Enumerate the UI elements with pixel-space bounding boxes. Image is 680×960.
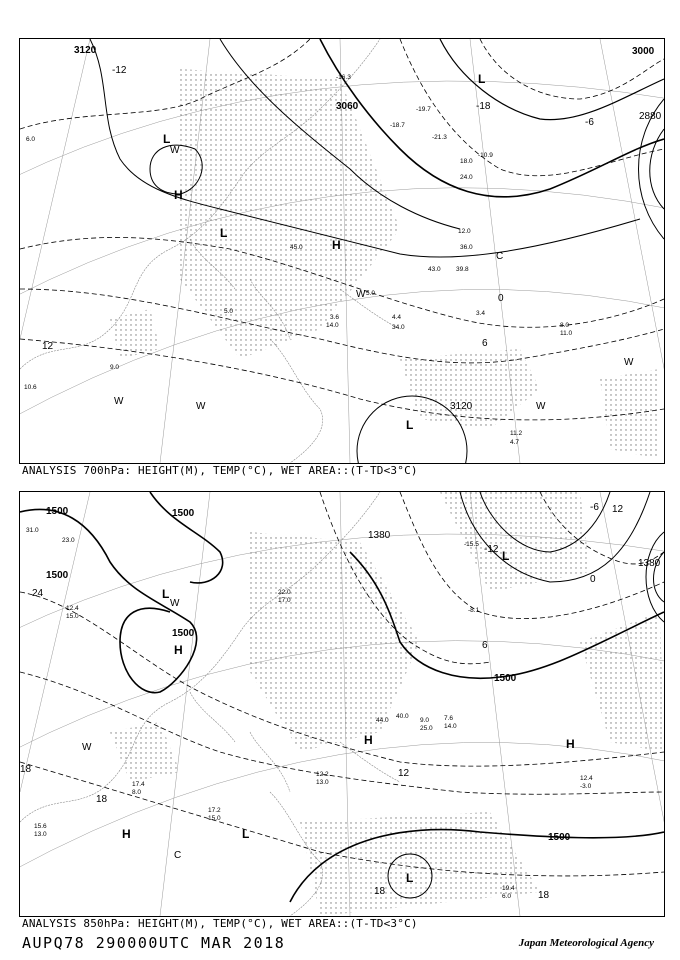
height-label: 1500 [494, 673, 517, 684]
low-center: L [502, 549, 510, 563]
warm-center: W [170, 598, 180, 609]
height-label: 1500 [172, 628, 195, 639]
high-center: H [566, 737, 575, 751]
low-center: L [162, 587, 170, 601]
station-value: -8.1 [468, 607, 480, 614]
warm-center: W [82, 742, 92, 753]
station-value: 12.4 [66, 605, 79, 612]
height-label: 1500 [172, 508, 195, 519]
cold-center: C [496, 251, 504, 262]
agency-credit: Japan Meteorological Agency [518, 937, 654, 949]
temp-label: 18 [374, 886, 386, 897]
temp-label: 6 [482, 640, 488, 651]
station-value: 8.0 [560, 322, 570, 329]
station-value: 31.0 [26, 527, 39, 534]
low-center: L [163, 132, 171, 146]
station-value: 12.4 [580, 775, 593, 782]
station-value: 4.7 [510, 439, 520, 446]
station-value: -10.9 [478, 152, 493, 159]
temp-label: 0 [590, 574, 596, 585]
station-value: 3.6 [330, 314, 340, 321]
height-label: 1500 [46, 506, 69, 517]
height-label: 2880 [639, 111, 662, 122]
station-value: -15.5 [464, 541, 479, 548]
station-value: -3.0 [580, 783, 592, 790]
station-value: -19.7 [416, 106, 431, 113]
station-value: 19.4 [502, 885, 515, 892]
station-value: 25.0 [420, 725, 433, 732]
station-value: 8.0 [132, 789, 142, 796]
station-value: 14.0 [444, 723, 457, 730]
low-center: L [220, 226, 228, 240]
station-value: 11.2 [510, 430, 523, 437]
station-value: 14.0 [326, 322, 339, 329]
temp-label: 0 [498, 293, 504, 304]
low-center: L [478, 72, 486, 86]
low-center: L [242, 827, 250, 841]
temp-label: -12 [112, 65, 127, 76]
station-value: -21.3 [432, 134, 447, 141]
station-value: 9.0 [110, 364, 120, 371]
station-value: 17.4 [132, 781, 145, 788]
station-value: 23.0 [62, 537, 75, 544]
temp-label: 18 [538, 890, 550, 901]
warm-center: W [196, 401, 206, 412]
station-value: 11.0 [560, 330, 573, 337]
height-label: 3120 [74, 45, 97, 56]
station-value: 13.0 [34, 831, 47, 838]
station-value: 6.0 [502, 893, 512, 900]
station-value: 6.0 [26, 136, 36, 143]
warm-center: W [624, 357, 634, 368]
low-center: L [406, 871, 414, 885]
high-center: H [364, 733, 373, 747]
high-center: H [174, 188, 183, 202]
warm-center: W [170, 145, 180, 156]
temp-label: 12 [398, 768, 410, 779]
height-label: 1380 [368, 530, 391, 541]
wet-area-shading [110, 492, 664, 916]
station-value: -16.3 [336, 74, 351, 81]
height-label: 1500 [46, 570, 69, 581]
station-value: 13.0 [316, 779, 329, 786]
station-value: 18.0 [460, 158, 473, 165]
station-value: 12.0 [458, 228, 471, 235]
station-value: 17.2 [208, 807, 221, 814]
station-value: -18.7 [390, 122, 405, 129]
warm-center: W [356, 289, 366, 300]
station-value: 15.6 [34, 823, 47, 830]
chart-code-and-time: AUPQ78 290000UTC MAR 2018 [22, 934, 286, 952]
temp-label: -12 [484, 544, 499, 555]
temp-label: -6 [590, 502, 599, 513]
station-value: 44.0 [376, 717, 389, 724]
caption-850hpa: ANALYSIS 850hPa: HEIGHT(M), TEMP(°C), WET AREA::(T-TD<3°C) [22, 917, 418, 930]
height-label: 1500 [548, 832, 571, 843]
station-value: 36.0 [460, 244, 473, 251]
station-value: 39.8 [456, 266, 469, 273]
temp-label: 24 [32, 588, 44, 599]
high-center: H [122, 827, 131, 841]
station-value: 15.0 [208, 815, 221, 822]
cold-center: C [174, 850, 182, 861]
caption-700hpa: ANALYSIS 700hPa: HEIGHT(M), TEMP(°C), WET AREA::(T-TD<3°C) [22, 464, 418, 477]
station-value: 34.0 [392, 324, 405, 331]
temp-label: 18 [96, 794, 108, 805]
station-value: 4.4 [392, 314, 402, 321]
station-value: 22.0 [278, 589, 291, 596]
wet-area-shading [110, 69, 660, 459]
high-center: H [332, 238, 341, 252]
height-label: 3000 [632, 46, 655, 57]
warm-center: W [536, 401, 546, 412]
station-value: 24.0 [460, 174, 473, 181]
station-value: 40.0 [396, 713, 409, 720]
map-panel-850hpa [19, 491, 665, 917]
height-label: 3120 [450, 401, 473, 412]
station-value: 7.6 [444, 715, 454, 722]
map-700hpa-chart [20, 39, 664, 463]
temp-label: 12 [42, 341, 54, 352]
map-850hpa-chart [20, 492, 664, 916]
warm-center: W [114, 396, 124, 407]
station-value: 3.4 [476, 310, 486, 317]
station-value: 10.6 [24, 384, 37, 391]
height-label: 1380 [638, 558, 661, 569]
station-value: 5.0 [224, 308, 234, 315]
map-panel-700hpa [19, 38, 665, 464]
high-center: H [174, 643, 183, 657]
station-value: 15.0 [66, 613, 79, 620]
height-label: 3060 [336, 101, 359, 112]
station-value: 5.0 [366, 290, 376, 297]
low-center: L [406, 418, 414, 432]
temp-label: -6 [585, 117, 594, 128]
station-value: 17.0 [278, 597, 291, 604]
temp-label: 6 [482, 338, 488, 349]
temp-label: -18 [476, 101, 491, 112]
station-value: 45.0 [290, 244, 303, 251]
station-value: 43.0 [428, 266, 441, 273]
temp-label: 18 [20, 764, 32, 775]
temp-label: 12 [612, 504, 624, 515]
station-value: 12.2 [316, 771, 329, 778]
station-value: 9.0 [420, 717, 430, 724]
